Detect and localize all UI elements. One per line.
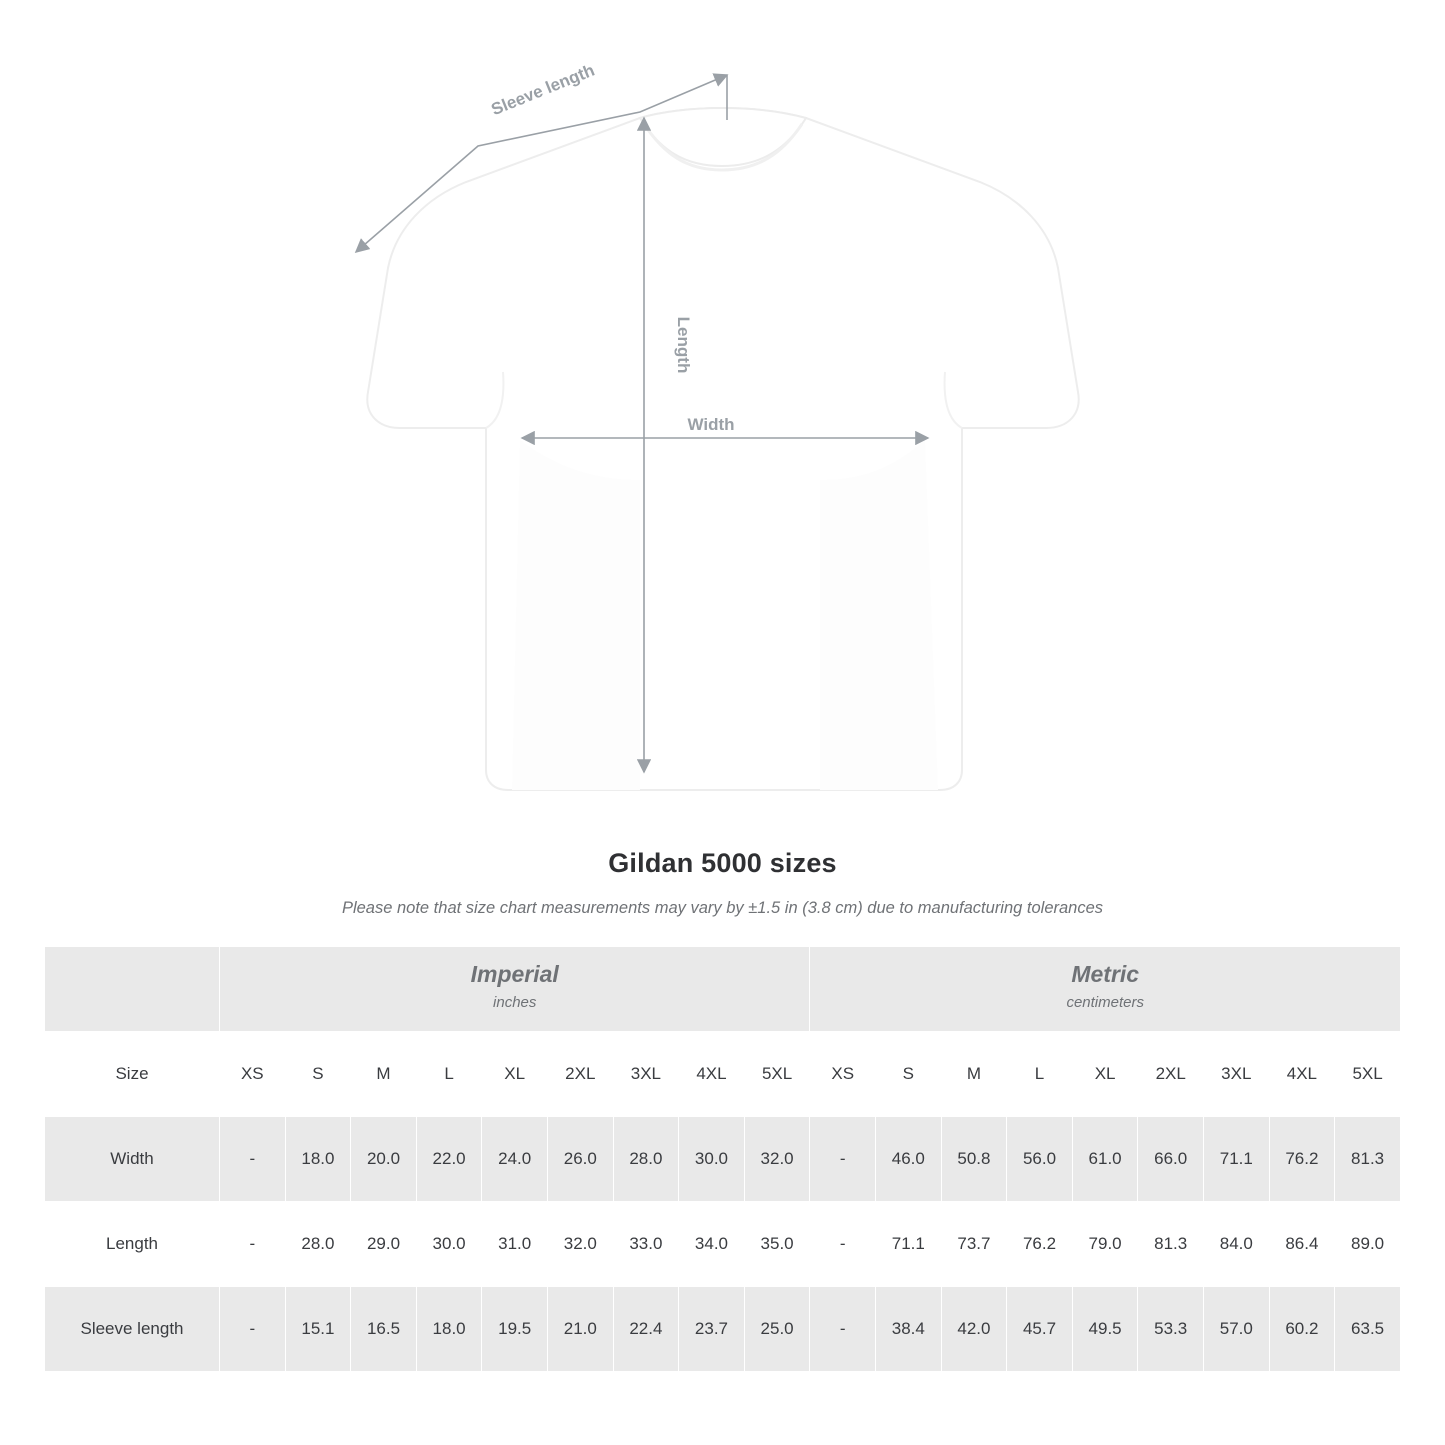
measure-cell: 32.0 <box>744 1117 810 1202</box>
unit-sub: centimeters <box>1066 994 1144 1012</box>
measure-cell: 71.1 <box>1203 1117 1269 1202</box>
measure-cell: 53.3 <box>1138 1287 1204 1372</box>
measure-cell: 50.8 <box>941 1117 1007 1202</box>
measure-cell: 61.0 <box>1072 1117 1138 1202</box>
size-header-cell: 2XL <box>1138 1032 1204 1117</box>
measure-cell: 38.4 <box>876 1287 942 1372</box>
measure-cell: 25.0 <box>744 1287 810 1372</box>
measure-cell: 81.3 <box>1138 1202 1204 1287</box>
row-label: Length <box>45 1202 220 1287</box>
measure-cell: 81.3 <box>1335 1117 1401 1202</box>
length-label: Length <box>674 316 693 374</box>
measure-cell: 76.2 <box>1269 1117 1335 1202</box>
measure-cell: 34.0 <box>679 1202 745 1287</box>
size-header-cell: 4XL <box>679 1032 745 1117</box>
size-header-cell: XL <box>1072 1032 1138 1117</box>
measure-cell: 73.7 <box>941 1202 1007 1287</box>
unit-header-row <box>45 947 1401 1032</box>
measure-cell: 89.0 <box>1335 1202 1401 1287</box>
sleeve-length-label: Sleeve length <box>488 60 598 120</box>
table-row <box>45 1117 1401 1202</box>
size-header-cell: S <box>876 1032 942 1117</box>
measure-cell: 60.2 <box>1269 1287 1335 1372</box>
size-header-label: Size <box>45 1032 220 1117</box>
measure-cell: - <box>220 1287 286 1372</box>
measure-cell: - <box>810 1202 876 1287</box>
measure-cell: 45.7 <box>1007 1287 1073 1372</box>
size-header-cell: 5XL <box>1335 1032 1401 1117</box>
measure-cell: 18.0 <box>285 1117 351 1202</box>
tolerance-note: Please note that size chart measurements may vary by ±1.5 in (3.8 cm) due to manufacturing tolerances <box>341 899 1104 917</box>
unit-name: Imperial <box>470 961 559 988</box>
measure-cell: - <box>810 1287 876 1372</box>
measure-cell: 66.0 <box>1138 1117 1204 1202</box>
measure-cell: 18.0 <box>416 1287 482 1372</box>
measure-cell: 63.5 <box>1335 1287 1401 1372</box>
size-header-cell: 5XL <box>744 1032 810 1117</box>
width-label: Width <box>687 415 735 434</box>
size-header-cell: M <box>351 1032 417 1117</box>
measure-cell: 21.0 <box>547 1287 613 1372</box>
measure-cell: 19.5 <box>482 1287 548 1372</box>
tshirt-shape <box>367 108 1078 790</box>
measure-cell: - <box>220 1202 286 1287</box>
measure-cell: 56.0 <box>1007 1117 1073 1202</box>
measure-cell: 16.5 <box>351 1287 417 1372</box>
measure-cell: - <box>810 1117 876 1202</box>
measure-cell: 86.4 <box>1269 1202 1335 1287</box>
measure-cell: 79.0 <box>1072 1202 1138 1287</box>
measure-cell: 35.0 <box>744 1202 810 1287</box>
measure-cell: 22.4 <box>613 1287 679 1372</box>
measure-cell: 29.0 <box>351 1202 417 1287</box>
measure-cell: 24.0 <box>482 1117 548 1202</box>
measure-cell: 76.2 <box>1007 1202 1073 1287</box>
measure-cell: 84.0 <box>1203 1202 1269 1287</box>
page-title: Gildan 5000 sizes <box>608 848 837 878</box>
measure-cell: 23.7 <box>679 1287 745 1372</box>
measure-cell: 20.0 <box>351 1117 417 1202</box>
size-header-cell: 2XL <box>547 1032 613 1117</box>
size-header-cell: 3XL <box>1203 1032 1269 1117</box>
unit-sub: inches <box>493 994 537 1012</box>
unit-header-imperial <box>220 947 810 1032</box>
measure-cell: 42.0 <box>941 1287 1007 1372</box>
measure-cell: 33.0 <box>613 1202 679 1287</box>
measure-cell: 30.0 <box>416 1202 482 1287</box>
measure-cell: 28.0 <box>613 1117 679 1202</box>
measure-cell: 32.0 <box>547 1202 613 1287</box>
size-table-wrap <box>44 946 1401 1372</box>
measure-cell: 22.0 <box>416 1117 482 1202</box>
measure-cell: 30.0 <box>679 1117 745 1202</box>
table-row <box>45 1202 1401 1287</box>
measure-cell: 46.0 <box>876 1117 942 1202</box>
heading-block <box>0 848 1445 918</box>
size-header-row <box>45 1032 1401 1117</box>
size-header-cell: XL <box>482 1032 548 1117</box>
size-header-cell: M <box>941 1032 1007 1117</box>
size-header-cell: L <box>416 1032 482 1117</box>
measure-cell: 71.1 <box>876 1202 942 1287</box>
row-label: Sleeve length <box>45 1287 220 1372</box>
measure-cell: 28.0 <box>285 1202 351 1287</box>
table-row <box>45 1287 1401 1372</box>
measure-cell: 57.0 <box>1203 1287 1269 1372</box>
measure-cell: - <box>220 1117 286 1202</box>
row-label: Width <box>45 1117 220 1202</box>
size-header-cell: XS <box>810 1032 876 1117</box>
unit-name: Metric <box>1071 961 1140 988</box>
size-header-cell: XS <box>220 1032 286 1117</box>
size-header-cell: 4XL <box>1269 1032 1335 1117</box>
unit-header-spacer <box>45 947 220 1032</box>
size-header-cell: 3XL <box>613 1032 679 1117</box>
size-header-cell: S <box>285 1032 351 1117</box>
size-table <box>44 946 1401 1372</box>
unit-header-metric <box>810 947 1401 1032</box>
size-header-cell: L <box>1007 1032 1073 1117</box>
measure-cell: 49.5 <box>1072 1287 1138 1372</box>
measure-cell: 26.0 <box>547 1117 613 1202</box>
measure-cell: 31.0 <box>482 1202 548 1287</box>
measure-cell: 15.1 <box>285 1287 351 1372</box>
